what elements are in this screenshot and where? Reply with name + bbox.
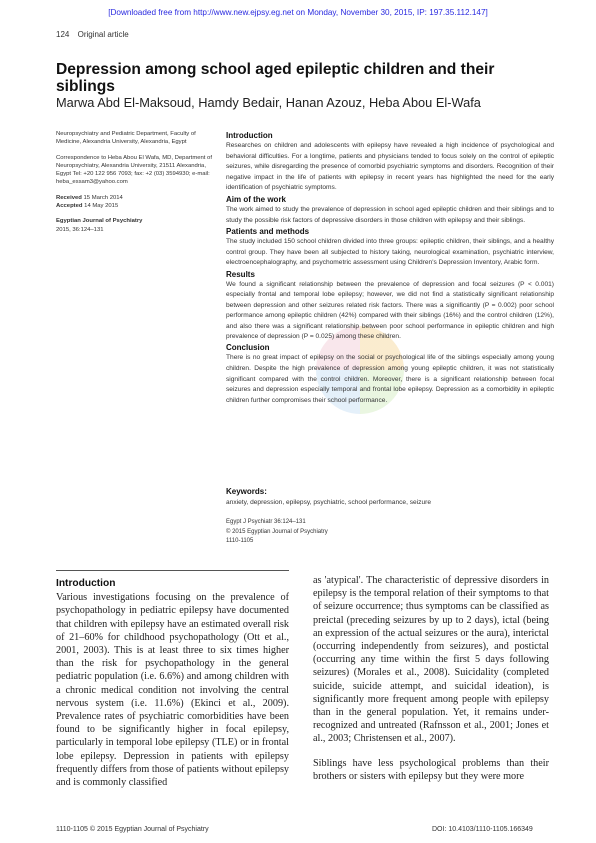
- correspondence: Correspondence to Heba Abou El Wafa, MD, Department of Neuropsychiatry, Alexandria University, 21511 Alexandria, Egypt Tel: +20 122 956 7093; fax: +2 (03) 3594930; e-mail: heba_essam3@yahoo.com: [56, 154, 212, 186]
- keywords-heading: Keywords:: [226, 487, 267, 496]
- abstract-methods: The study included 150 school children divided into three groups: epileptic children, their siblings, and a healthy control group. They have been all subjected to history taking, neurological examination, psychiatric interview, electroencephalography, and psychometric assessment using Children's Depression Inventory, Arabic form.: [226, 238, 554, 267]
- body-paragraph: Siblings have less psychological problems than their brothers or sisters with epilepsy but they were more: [313, 757, 549, 782]
- article-metadata: [56, 130, 216, 241]
- abstract: [226, 130, 554, 406]
- received-label: Received: [56, 194, 82, 201]
- body-paragraph: as 'atypical'. The characteristic of depressive disorders in epilepsy is the temporal relation of their symptoms to that of seizure occurrence; thus symptoms can be classified as preictal (preceding seizures by up to 2 days), ictal (being an expression of the actual seizures or the aura), interictal (occurring independently from seizures), and postictal (occurring any time within the first 5 days following seizures) (Morales et al., 2008). Suicidality (completed suicide, suicide attempt, and suicidal ideation), is significantly more frequent among people with epilepsy than in the general population. Yet, it remains under-recognized and untreated (Rafnsson et al., 2001; Jones et al., 2003; Christensen et al., 2007).: [313, 575, 549, 745]
- journal-name: Egyptian Journal of Psychiatry: [56, 218, 143, 225]
- abstract-introduction: Researches on children and adolescents with epilepsy have revealed a high incidence of psychological and behavioral difficulties. For a longtime, patients and physicians tended to focus solely on the control of epileptic seizures, while disregarding the presence of comorbid psychiatric symptoms and disorders. Recognition of their negative impact in the life of patients with epilepsy in recent years has highlighted the need for the early identification of psychiatric symptoms.: [226, 142, 554, 192]
- article-title: Depression among school aged epileptic children and their siblings: [56, 61, 495, 95]
- citation-journal: Egypt J Psychiatr 36:124–131: [226, 519, 306, 525]
- section-divider: [56, 570, 289, 571]
- journal-volume: 2015, 36:124–131: [56, 226, 104, 233]
- abstract-heading-introduction: Introduction: [226, 131, 273, 140]
- footer-copyright: 1110-1105 © 2015 Egyptian Journal of Psychiatry: [56, 826, 209, 833]
- abstract-heading-results: Results: [226, 269, 255, 279]
- article-type: Original article: [77, 30, 129, 39]
- page-number: 124: [56, 30, 70, 39]
- download-banner: [Downloaded free from http://www.new.ejpsy.eg.net on Monday, November 30, 2015, IP: 197.35.112.147]: [108, 8, 488, 17]
- journal-info: [56, 217, 216, 234]
- received-date: 15 March 2014: [83, 194, 123, 201]
- abstract-heading-conclusion: Conclusion: [226, 343, 270, 353]
- affiliation: Neuropsychiatry and Pediatric Department, Faculty of Medicine, Alexandria University, Alexandria, Egypt: [56, 131, 196, 146]
- accepted-date: 14 May 2015: [84, 203, 119, 210]
- citation-issn: 1110-1105: [226, 538, 254, 544]
- citation-block: [226, 518, 328, 547]
- dates: [56, 194, 216, 211]
- abstract-results: We found a significant relationship between the prevalence of depression and focal seizures (P < 0.001) especially frontal and temporal lobe epilepsy; however, we did not find a statistically significant relationship between depression and other seizures related risk factors. There was a significantly (P = 0.002) poor school performance among epileptic children (42%) compared with their siblings (16%) and the control children (12%), and also there was a significant relationship between poor school performance in epileptic children and high prevalence of depression (P = 0.025) among these children.: [226, 280, 554, 340]
- body-paragraph: Various investigations focusing on the prevalence of psychopathology in pediatric epilepsy have documented that children with epilepsy have an estimated overall risk of 21–60% for childhood psychopathology (Ott et al., 2001, 2003). This is at least three to six times higher than the risk for psychopathology in the general pediatric population (i.e. 6.6%) and among children with a chronic medical condition not involving the central nervous system (i.e. 11.6%) (Ekinci et al., 2009). Prevalence rates of psychiatric comorbidities have been found to be significantly higher in focal epilepsy, particularly in temporal lobe epilepsy (TLE) or in frontal lobe epilepsy. Depression in patients with epilepsy frequently differs from those of patients without epilepsy and is commonly classified: [56, 592, 289, 789]
- body-column-left: [56, 577, 289, 789]
- abstract-heading-aim: Aim of the work: [226, 194, 287, 204]
- citation-copyright: © 2015 Egyptian Journal of Psychiatry: [226, 528, 328, 535]
- keywords-block: [226, 486, 556, 508]
- abstract-heading-methods: Patients and methods: [226, 227, 310, 237]
- footer-doi: DOI: 10.4103/1110-1105.166349: [432, 826, 533, 833]
- author-list: Marwa Abd El-Maksoud, Hamdy Bedair, Hanan Azouz, Heba Abou El-Wafa: [56, 95, 481, 110]
- accepted-label: Accepted: [56, 203, 83, 210]
- abstract-aim: The work aimed to study the prevalence of depression in school aged epileptic children and their siblings and to study the possible risk factors of depressive disorders in those children with epilepsy and their siblings.: [226, 205, 554, 224]
- body-heading-introduction: Introduction: [56, 578, 116, 589]
- running-head: [56, 30, 129, 39]
- abstract-conclusion: There is no great impact of epilepsy on the social or psychological life of the siblings especially among young children. Despite the high prevalence of depression among young epileptic children, it was not statistically significant compared with the control children. Moreover, there is a significant relationship between focal seizures and depression especially temporal and frontal lobe epilepsy. Depression as a comorbidity in epileptic children further compromises their school performance.: [226, 354, 554, 404]
- keywords-list: anxiety, depression, epilepsy, psychiatric, school performance, seizure: [226, 499, 431, 506]
- body-column-right: [313, 574, 549, 783]
